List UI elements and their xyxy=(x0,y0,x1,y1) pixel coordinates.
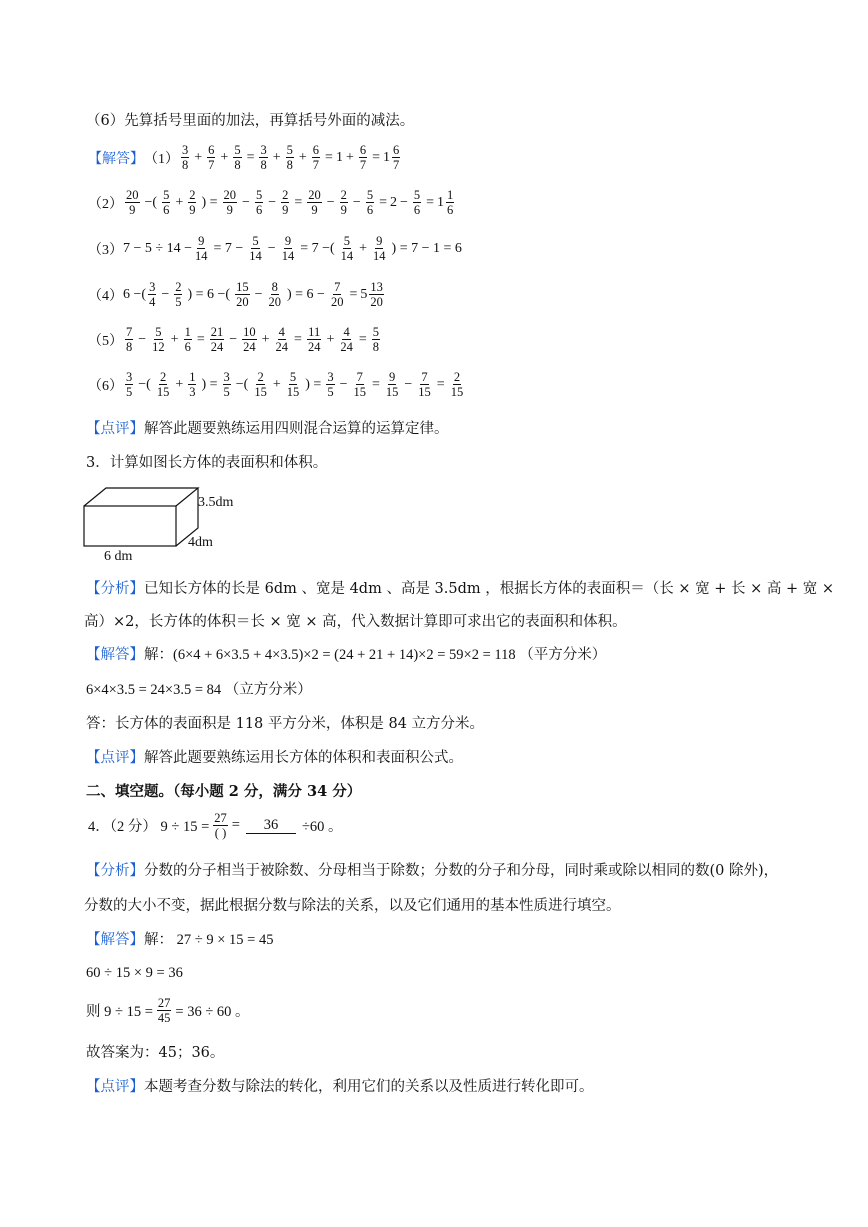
comment-tag: 【点评】 xyxy=(86,750,144,766)
intro-note: （6）先算括号里面的加法，再算括号外面的减法。 xyxy=(86,113,415,129)
answer-3-suffix: = 36 ÷ 60 。 xyxy=(175,1004,250,1020)
q4-answer-blank[interactable]: 36 xyxy=(246,817,296,834)
part-label-5: （5） xyxy=(88,333,123,349)
answer-3-den: 45 xyxy=(157,1011,171,1025)
section2-title: 二、填空题。（每小题 2 分，满分 34 分） xyxy=(86,783,362,800)
q4-frac-den: ( ) xyxy=(214,826,227,840)
q3-answer-3: 答：长方体的表面积是 118 平方分米，体积是 84 立方分米。 xyxy=(86,716,485,732)
answer-text-1: 解：(6×4 + 6×3.5 + 4×3.5)×2 = (24 + 21 + 14)×2 = 59×2 = 118 （平方分米） xyxy=(144,647,607,663)
answer-line-2: （2） $\frac{20}{9}$ −( $\frac{5}{6}$ + $\frac{2}{9}$ ) = $\frac{20}{9}$ − $\frac{5}{6}$ − $\frac{2}{9}$ = $\frac{20}{9}$ − $\frac{2}{9}$ − $\frac{5}{6}$ = 2 − $\frac{5}{6}$ = 1 $\frac{1}{6}$ xyxy=(88,188,454,217)
analysis-text-1: 分数的分子相当于被除数、分母相当于除数；分数的分子和分母，同时乘或除以相同的数(0 除外)， xyxy=(144,863,779,879)
q4-answer-1 xyxy=(86,929,273,951)
q4-answer-2: 60 ÷ 15 × 9 = 36 xyxy=(86,965,183,981)
analysis-text-1: 已知长方体的长是 6dm 、宽是 4dm 、高是 3.5dm ，根据长方体的表面积＝（长 × 宽 + 长 × 高 + 宽 × xyxy=(144,581,834,597)
q4-answer-3 xyxy=(86,996,250,1025)
answer-tag: 【解答】 xyxy=(88,151,144,167)
part-label-6: （6） xyxy=(88,378,123,394)
q4-frac-num: 27 xyxy=(214,811,227,825)
q4-question xyxy=(88,811,343,840)
q4-eq: = xyxy=(231,817,240,833)
q3-analysis-2: 高）×2，长方体的体积＝长 × 宽 × 高，代入数据计算即可求出它的表面积和体积。 xyxy=(84,614,627,630)
answer-tag: 【解答】 xyxy=(86,647,144,663)
analysis-tag: 【分析】 xyxy=(86,581,144,597)
q4-analysis-1 xyxy=(86,860,778,882)
part-label-1: （1） xyxy=(144,151,179,167)
part-label-3: （3） xyxy=(88,242,123,258)
comment-text: 本题考查分数与除法的转化，利用它们的关系以及性质进行转化即可。 xyxy=(144,1079,594,1095)
cuboid-front-face xyxy=(84,506,176,546)
q4-prefix: 4．（2 分） 9 ÷ 15 = xyxy=(88,819,210,835)
comment-tag: 【点评】 xyxy=(86,421,144,437)
q3-comment xyxy=(86,747,463,769)
comment-text: 解答此题要熟练运用四则混合运算的运算定律。 xyxy=(144,421,449,437)
part-label-4: （4） xyxy=(88,288,123,304)
q4-comment xyxy=(86,1076,594,1098)
q3-title: 3．计算如图长方体的表面积和体积。 xyxy=(86,455,328,471)
width-label: 4dm xyxy=(188,535,213,550)
height-label: 3.5dm xyxy=(198,495,234,510)
q3-answer-2: 6×4×3.5 = 24×3.5 = 84 （立方分米） xyxy=(86,682,312,698)
answer-tag: 【解答】 xyxy=(86,932,144,948)
q3-analysis-1 xyxy=(86,578,834,600)
q3-answer-1 xyxy=(86,644,606,666)
length-label: 6 dm xyxy=(104,549,133,564)
answer-line-3: （3） 7 − 5 ÷ 14 − $\frac{9}{14}$ = 7 − $\frac{5}{14}$ − $\frac{9}{14}$ = 7 −( $\frac{5}{14}$ + $\frac{9}{14}$ ) = 7 − 1 = 6 xyxy=(88,234,462,263)
cuboid-figure xyxy=(78,484,268,564)
q4-suffix: ÷60 。 xyxy=(301,819,343,835)
comment-text: 解答此题要熟练运用长方体的体积和表面积公式。 xyxy=(144,750,463,766)
q4-analysis-2: 分数的大小不变，据此根据分数与除法的关系，以及它们通用的基本性质进行填空。 xyxy=(84,898,621,914)
answer-3-prefix: 则 9 ÷ 15 = xyxy=(86,1004,153,1020)
analysis-tag: 【分析】 xyxy=(86,863,144,879)
cuboid-top-face xyxy=(84,488,198,506)
answer-text-1: 解： 27 ÷ 9 × 15 = 45 xyxy=(144,932,274,948)
answer-line-4: （4） 6 −( $\frac{3}{4}$ − $\frac{2}{5}$ ) = 6 −( $\frac{15}{20}$ − $\frac{8}{20}$ ) = 6 − $\frac{7}{20}$ = 5 $\frac{13}{20}$ xyxy=(88,280,383,309)
answer-line-5: （5） $\frac{7}{8}$ − $\frac{5}{12}$ + $\frac{1}{6}$ = $\frac{21}{24}$ − $\frac{10}{24}$ + $\frac{4}{24}$ = $\frac{11}{24}$ + $\frac{4}{24}$ = $\frac{5}{8}$ xyxy=(88,325,379,354)
answer-line-1: 【解答】 （1） $\frac{3}{8}$ + $\frac{6}{7}$ + $\frac{5}{8}$ = $\frac{3}{8}$ + $\frac{5}{8}$ + $\frac{6}{7}$ = 1 + $\frac{6}{7}$ = 1 $\frac{6}{7}$ xyxy=(88,143,400,172)
q2-comment xyxy=(86,418,449,440)
comment-tag: 【点评】 xyxy=(86,1079,144,1095)
answer-line-6: （6） $\frac{3}{5}$ −( $\frac{2}{15}$ + $\frac{1}{3}$ ) = $\frac{3}{5}$ −( $\frac{2}{15}$ + $\frac{5}{15}$ ) = $\frac{3}{5}$ − $\frac{7}{15}$ = $\frac{9}{15}$ − $\frac{7}{15}$ = $\frac{2}{15}$ xyxy=(88,370,464,399)
q4-answer-4: 故答案为：45；36。 xyxy=(86,1045,225,1061)
answer-3-num: 27 xyxy=(157,996,171,1010)
part-label-2: （2） xyxy=(88,196,123,212)
